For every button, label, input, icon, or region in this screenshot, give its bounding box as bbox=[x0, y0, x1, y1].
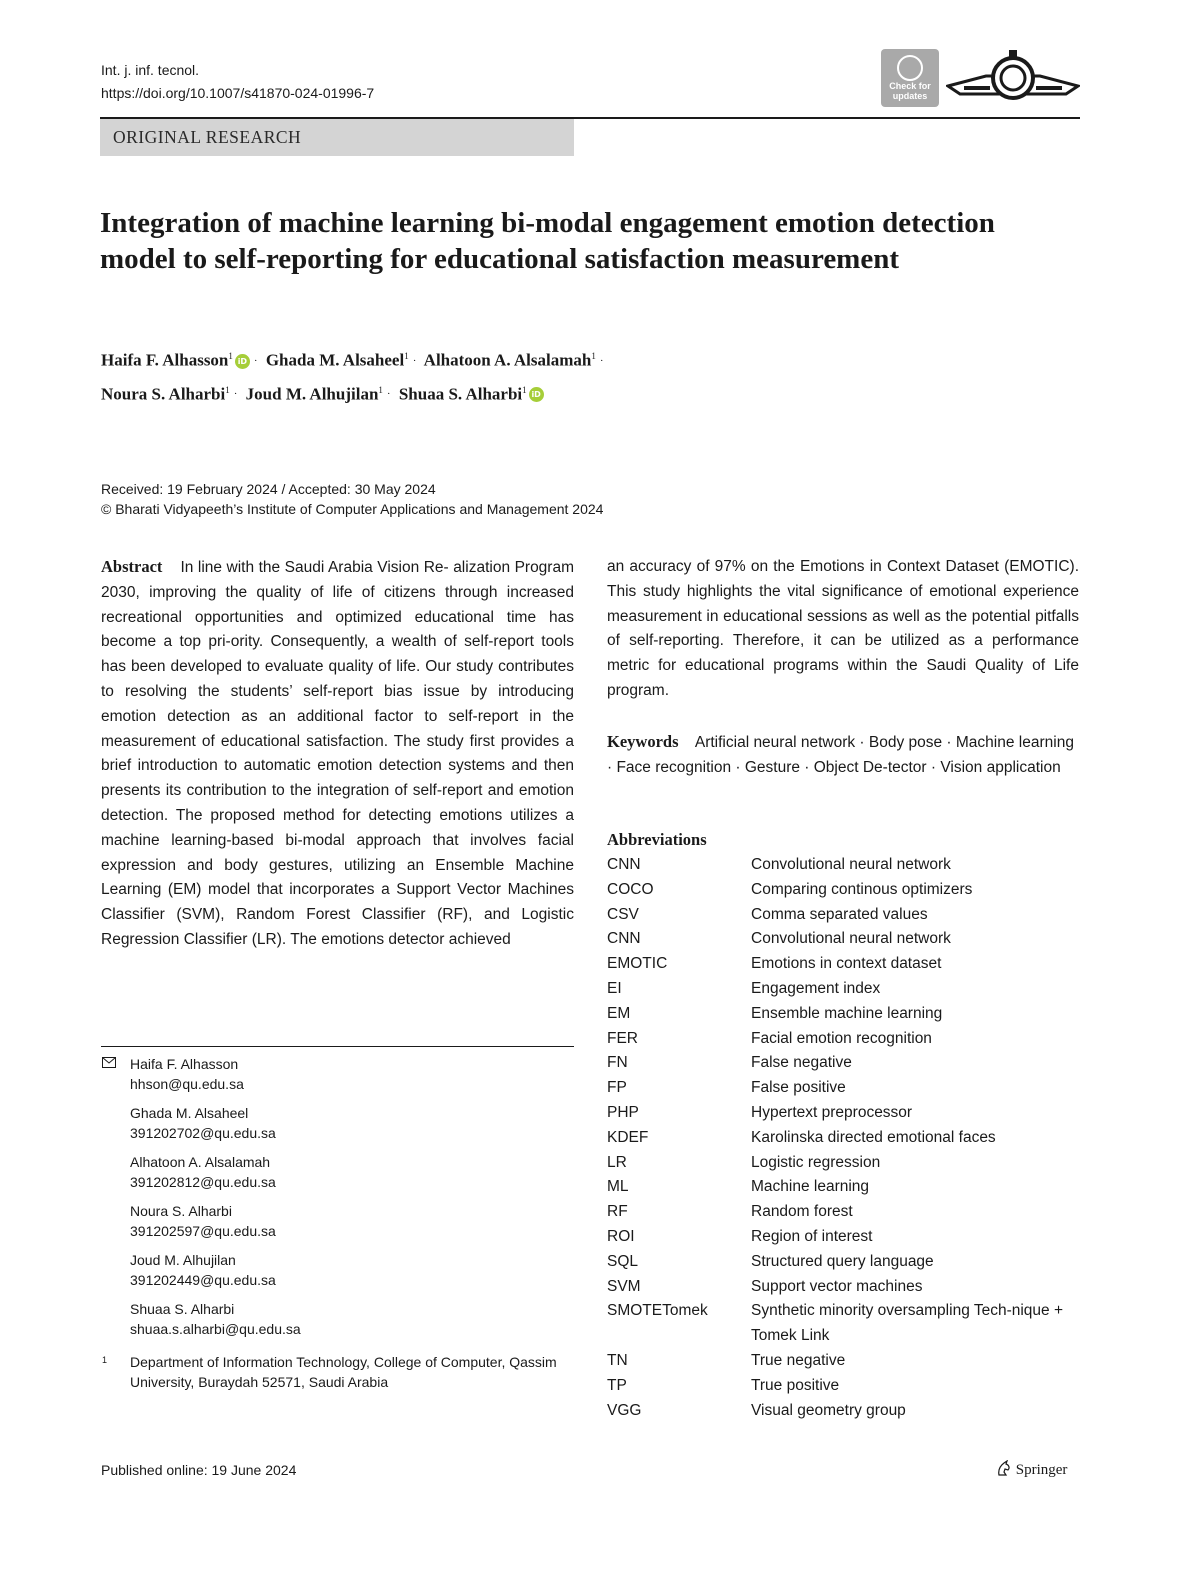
author-name[interactable]: Joud M. Alhujilan bbox=[245, 384, 379, 404]
abbreviation-row bbox=[607, 1051, 1079, 1076]
abbreviation-row bbox=[607, 977, 1079, 1002]
abbreviation-term: ROI bbox=[607, 1227, 635, 1245]
abbreviations-heading bbox=[607, 828, 707, 854]
abbreviation-term: ML bbox=[607, 1178, 629, 1196]
abstract-text: In line with the Saudi Arabia Vision Re- alization Program 2030, improving the quality of life of citizens through increased recreational opportunities and optimized educational time has become a top pri-ority. Consequently, a wealth of self-report tools has been developed to evaluate quality of life. Our study contributes to resolving the students’ self-report bias issue by introducing emotion detection as an additional factor to self-report in the measurement of educational satisfaction. The study first provides a brief introduction to automatic emotion detection systems and then presents its contribution to the integration of self-report and emotion detection. The proposed method for detecting emotions utilizes a machine learning-based bi-modal approach that involves facial expression and body gestures, utilizing an Ensemble Machine Learning (EM) model that incorporates a Support Vector Machines Classifier (SVM), Random Forest Classifier (RF), and Logistic Regression Classifier (LR). The emotions detector achieved bbox=[101, 559, 575, 948]
author-affil: 1 bbox=[378, 384, 383, 395]
springer-brand bbox=[996, 1460, 1067, 1479]
abbreviation-definition: Support vector machines bbox=[751, 1277, 923, 1295]
abbreviation-row bbox=[607, 903, 1079, 928]
contact-entry bbox=[101, 1299, 574, 1339]
abbreviation-definition: Random forest bbox=[751, 1203, 853, 1221]
contact-entry bbox=[101, 1054, 574, 1094]
doi-link[interactable]: https://doi.org/10.1007/s41870-024-01996-7 bbox=[101, 85, 375, 101]
contact-name: Alhatoon A. Alsalamah bbox=[130, 1154, 271, 1170]
abbreviation-row bbox=[607, 1399, 1079, 1424]
abbreviation-row bbox=[607, 853, 1079, 878]
abbreviation-term: PHP bbox=[607, 1103, 639, 1121]
abbreviation-term: FER bbox=[607, 1029, 638, 1047]
abbreviation-definition: Structured query language bbox=[751, 1252, 934, 1270]
author-affil: 1 bbox=[522, 384, 527, 395]
abbreviation-definition: True positive bbox=[751, 1376, 840, 1394]
abbreviation-term: TN bbox=[607, 1351, 628, 1369]
author-affil: 1 bbox=[225, 384, 230, 395]
abbreviation-row bbox=[607, 1076, 1079, 1101]
abbreviation-term: VGG bbox=[607, 1401, 642, 1419]
affiliation bbox=[101, 1352, 574, 1392]
article-dates bbox=[101, 479, 801, 519]
contact-name: Noura S. Alharbi bbox=[130, 1203, 232, 1219]
abbreviation-definition: Facial emotion recognition bbox=[751, 1029, 932, 1047]
contact-email[interactable]: hhson@qu.edu.sa bbox=[130, 1076, 244, 1092]
author-affil: 1 bbox=[404, 351, 409, 361]
author-list: Haifa F. Alhasson$^1$iD · Ghada M. Alsaheel$^1$ · Alhatoon A. Alsalamah$^1$ · Noura S. Alharbi$^1$ · Joud M. Alhujilan$^1$ · Shuaa S. Alharbi$^1$iD bbox=[101, 350, 604, 404]
abbreviation-definition: Ensemble machine learning bbox=[751, 1004, 943, 1022]
abbreviation-term: CNN bbox=[607, 856, 641, 873]
contact-entry bbox=[101, 1250, 574, 1290]
check-for-updates-icon bbox=[897, 55, 923, 81]
abbreviation-term: RF bbox=[607, 1203, 628, 1221]
affiliation-number: 1 bbox=[102, 1355, 108, 1365]
abbreviation-definition: Comma separated values bbox=[751, 905, 928, 923]
abbreviation-definition: Logistic regression bbox=[751, 1153, 881, 1171]
abbreviation-term: SQL bbox=[607, 1252, 639, 1270]
contact-email[interactable]: 391202597@qu.edu.sa bbox=[130, 1223, 276, 1239]
author-name[interactable]: Shuaa S. Alharbi bbox=[398, 384, 523, 404]
keywords-text: Artificial neural network · Body pose · Machine learning · Face recognition · Gesture · Object De-tector · Vision application bbox=[607, 734, 1074, 776]
orcid-icon[interactable]: iD bbox=[529, 387, 544, 402]
abbreviation-term: EMOTIC bbox=[607, 955, 668, 973]
abbreviation-row bbox=[607, 1374, 1079, 1399]
abbreviation-row bbox=[607, 1349, 1079, 1374]
publisher-logo bbox=[946, 46, 1080, 108]
contact-email[interactable]: 391202449@qu.edu.sa bbox=[130, 1272, 276, 1288]
contact-email[interactable]: 391202702@qu.edu.sa bbox=[130, 1125, 276, 1141]
contact-email[interactable]: 391202812@qu.edu.sa bbox=[130, 1174, 276, 1190]
abbreviation-row bbox=[607, 1250, 1079, 1275]
contact-name: Joud M. Alhujilan bbox=[130, 1252, 236, 1268]
abbreviation-definition: Comparing continous optimizers bbox=[751, 880, 973, 898]
abbreviation-definition: Engagement index bbox=[751, 979, 881, 997]
abbreviation-term: CNN bbox=[607, 930, 641, 948]
abbreviation-definition: Synthetic minority oversampling Tech-nique + Tomek Link bbox=[751, 1302, 1064, 1345]
abbreviation-row bbox=[607, 878, 1079, 903]
publisher-name: Springer bbox=[1015, 1462, 1068, 1478]
contact-name: Shuaa S. Alharbi bbox=[130, 1301, 235, 1317]
contact-name: Haifa F. Alhasson bbox=[130, 1056, 239, 1072]
abbreviation-definition: Visual geometry group bbox=[751, 1401, 906, 1419]
contact-name: Ghada M. Alsaheel bbox=[130, 1105, 249, 1121]
abbreviation-row bbox=[607, 1225, 1079, 1250]
abbreviation-row bbox=[607, 1027, 1079, 1052]
paper-title: Integration of machine learning bi-modal engagement emotion detection model to self-reporting for educational satisfaction measurement bbox=[100, 207, 995, 275]
author-name[interactable]: Alhatoon A. Alsalamah bbox=[423, 350, 592, 370]
author-name[interactable]: Ghada M. Alsaheel bbox=[265, 350, 405, 370]
abbreviation-row bbox=[607, 952, 1079, 977]
badge-label: Check for updates bbox=[889, 81, 931, 101]
abbreviation-definition: Machine learning bbox=[751, 1178, 870, 1196]
author-name[interactable]: Noura S. Alharbi bbox=[101, 384, 226, 404]
abbreviation-row bbox=[607, 1200, 1079, 1225]
keywords bbox=[607, 730, 1079, 781]
abbreviation-row bbox=[607, 1002, 1079, 1027]
abbreviation-row bbox=[607, 1299, 1079, 1349]
abbreviation-definition: False positive bbox=[751, 1079, 846, 1097]
abbreviation-row bbox=[607, 927, 1079, 952]
author-name[interactable]: Haifa F. Alhasson bbox=[101, 350, 229, 370]
abbreviations-label: Abbreviations bbox=[607, 830, 707, 849]
envelope-icon bbox=[102, 1057, 116, 1068]
abbreviation-definition: Hypertext preprocessor bbox=[751, 1103, 913, 1121]
springer-horse-icon bbox=[996, 1460, 1012, 1476]
contact-entry bbox=[101, 1152, 574, 1192]
copyright: © Bharati Vidyapeeth’s Institute of Computer Applications and Management 2024 bbox=[101, 501, 604, 517]
abbreviation-row bbox=[607, 1151, 1079, 1176]
abbreviation-row bbox=[607, 1126, 1079, 1151]
abbreviation-term: LR bbox=[607, 1153, 627, 1171]
abstract-right: an accuracy of 97% on the Emotions in Context Dataset (EMOTIC). This study highlights the vital significance of emotional experience measurement in educational sessions as well as the potential pitfalls of self-reporting. Therefore, it can be utilized as a performance metric for educational programs within the Saudi Quality of Life program. bbox=[607, 558, 1079, 699]
abbreviation-term: COCO bbox=[607, 880, 654, 898]
abbreviation-definition: Convolutional neural network bbox=[751, 856, 951, 873]
abbreviation-definition: Karolinska directed emotional faces bbox=[751, 1128, 996, 1146]
abbreviation-definition: False negative bbox=[751, 1054, 852, 1072]
footnote-divider bbox=[101, 1046, 574, 1047]
published-online: Published online: 19 June 2024 bbox=[101, 1462, 297, 1478]
received-accepted: Received: 19 February 2024 / Accepted: 30 May 2024 bbox=[101, 481, 436, 497]
abbreviation-term: FP bbox=[607, 1079, 627, 1097]
abbreviation-row bbox=[607, 1175, 1079, 1200]
author-affil: 1 bbox=[228, 351, 233, 361]
abbreviation-term: FN bbox=[607, 1054, 628, 1072]
abbreviations-table bbox=[607, 853, 1079, 1423]
orcid-icon[interactable]: iD bbox=[235, 354, 250, 369]
affiliation-text: Department of Information Technology, College of Computer, Qassim University, Buraydah 52571, Saudi Arabia bbox=[130, 1354, 557, 1390]
keywords-label: Keywords bbox=[607, 732, 679, 751]
abstract-label: Abstract bbox=[101, 557, 163, 576]
abbreviation-definition: Region of interest bbox=[751, 1227, 873, 1245]
abbreviation-term: TP bbox=[607, 1376, 627, 1394]
abbreviation-definition: Emotions in context dataset bbox=[751, 955, 942, 973]
abbreviation-term: SVM bbox=[607, 1277, 641, 1295]
contact-email[interactable]: shuaa.s.alharbi@qu.edu.sa bbox=[130, 1321, 301, 1337]
abbreviation-definition: Convolutional neural network bbox=[751, 930, 951, 948]
abbreviation-term: KDEF bbox=[607, 1128, 649, 1146]
correspondence-block bbox=[101, 1054, 574, 1392]
abbreviation-definition: True negative bbox=[751, 1351, 846, 1369]
check-for-updates-badge[interactable] bbox=[881, 49, 939, 107]
abbreviation-term: EM bbox=[607, 1004, 631, 1022]
journal-name: Int. j. inf. tecnol. bbox=[101, 62, 200, 78]
abbreviation-term: SMOTETomek bbox=[607, 1302, 708, 1320]
abbreviation-term: CSV bbox=[607, 905, 639, 923]
abstract-left bbox=[101, 555, 574, 953]
abbreviation-row bbox=[607, 1275, 1079, 1300]
abbreviation-term: EI bbox=[607, 979, 622, 997]
contact-entry bbox=[101, 1201, 574, 1241]
contact-entry bbox=[101, 1103, 574, 1143]
article-type: ORIGINAL RESEARCH bbox=[100, 119, 574, 156]
abbreviation-row bbox=[607, 1101, 1079, 1126]
author-affil: 1 bbox=[591, 351, 596, 361]
